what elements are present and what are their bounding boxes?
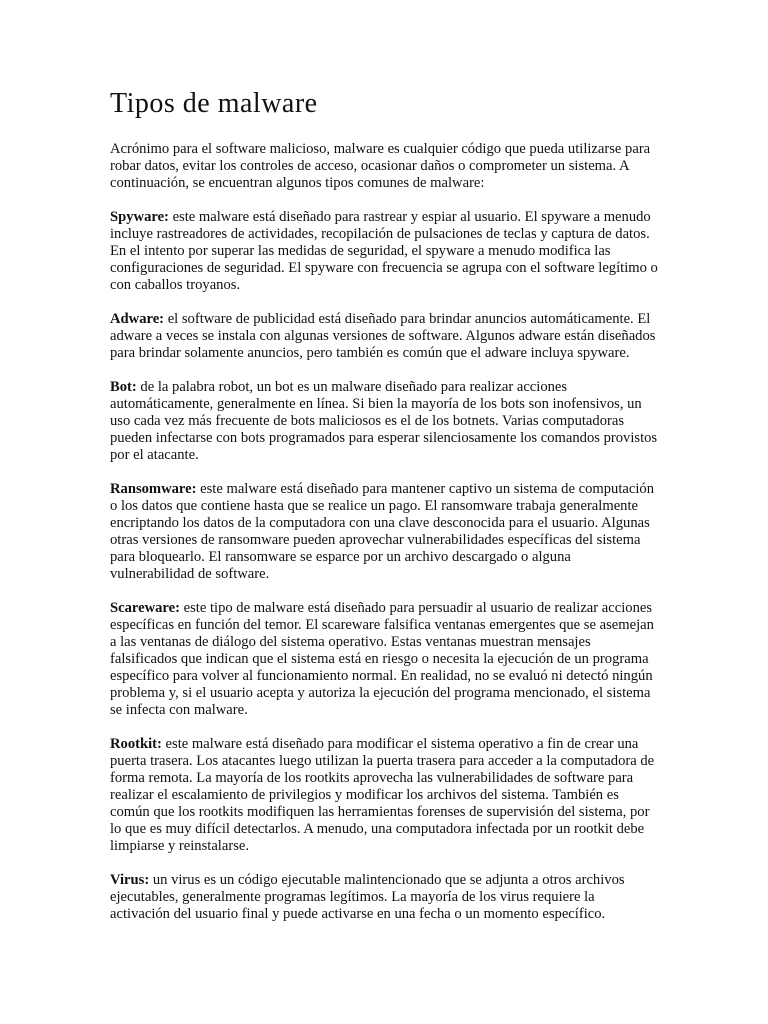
intro-paragraph: Acrónimo para el software malicioso, malware es cualquier código que pueda utilizarse para robar datos, evitar los controles de acceso, ocasionar daños o comprometer un sistema. A continuación, se encuentran algunos tipos comunes de malware: xyxy=(110,141,651,191)
section-text: de la palabra robot, un bot es un malware diseñado para realizar acciones automáticamente, generalmente en línea. Si bien la mayoría de los bots son inofensivos, un uso cada vez más frecuente de bots maliciosos es el de los botnets. Varias computadoras pueden infectarse con bots programados para esperar silenciosamente los comandos provistos por el atacante. xyxy=(110,379,658,463)
section-term: Spyware: xyxy=(110,209,169,225)
section-adware xyxy=(110,311,658,362)
section-text: este tipo de malware está diseñado para persuadir al usuario de realizar acciones específicas en función del temor. El scareware falsifica ventanas emergentes que se asemejan a las ventanas de diálogo del sistema operativo. Estas ventanas muestran mensajes falsificados que indican que el sistema está en riesgo o necesita la ejecución de un programa específico para volver al funcionamiento normal. En realidad, no se evaluó ni detectó ningún problema y, si el usuario acepta y autoriza la ejecución del programa mencionado, el sistema se infecta con malware. xyxy=(110,600,654,718)
section-text: el software de publicidad está diseñado para brindar anuncios automáticamente. El adware a veces se instala con algunas versiones de software. Algunos adware están diseñados para brindar solamente anuncios, pero también es común que el adware incluya spyware. xyxy=(110,311,656,361)
section-virus xyxy=(110,872,658,923)
document-title: Tipos de malware xyxy=(110,88,318,119)
section-scareware xyxy=(110,600,658,719)
section-bot xyxy=(110,379,658,464)
section-ransomware xyxy=(110,481,658,583)
section-term: Scareware: xyxy=(110,600,180,616)
document-page xyxy=(110,84,658,940)
section-text: este malware está diseñado para rastrear y espiar al usuario. El spyware a menudo incluye rastreadores de actividades, recopilación de pulsaciones de teclas y captura de datos. En el intento por superar las medidas de seguridad, el spyware a menudo modifica las configuraciones de seguridad. El spyware con frecuencia se agrupa con el software legítimo o con caballos troyanos. xyxy=(110,209,658,293)
section-rootkit xyxy=(110,736,658,855)
section-term: Adware: xyxy=(110,311,165,327)
section-text: un virus es un código ejecutable malintencionado que se adjunta a otros archivos ejecutables, generalmente programas legítimos. La mayoría de los virus requiere la activación del usuario final y puede activarse en una fecha o un momento específico. xyxy=(110,872,625,922)
section-term: Ransomware: xyxy=(110,481,197,497)
section-text: este malware está diseñado para modificar el sistema operativo a fin de crear una puerta trasera. Los atacantes luego utilizan la puerta trasera para acceder a la computadora de forma remota. La mayoría de los rootkits aprovecha las vulnerabilidades de software para realizar el escalamiento de privilegios y modificar los archivos del sistema. También es común que los rootkits modifiquen las herramientas forenses de supervisión del sistema, por lo que es muy difícil detectarlos. A menudo, una computadora infectada por un rootkit debe limpiarse y reinstalarse. xyxy=(110,736,655,854)
section-spyware xyxy=(110,209,658,294)
section-term: Rootkit: xyxy=(110,736,162,752)
section-term: Bot: xyxy=(110,379,137,395)
section-text: este malware está diseñado para mantener captivo un sistema de computación o los datos que contiene hasta que se realice un pago. El ransomware trabaja generalmente encriptando los datos de la computadora con una clave desconocida para el usuario. Algunas otras versiones de ransomware pueden aprovechar vulnerabilidades específicas del sistema para bloquearlo. El ransomware se esparce por un archivo descargado o alguna vulnerabilidad de software. xyxy=(110,481,654,582)
section-term: Virus: xyxy=(110,872,150,888)
